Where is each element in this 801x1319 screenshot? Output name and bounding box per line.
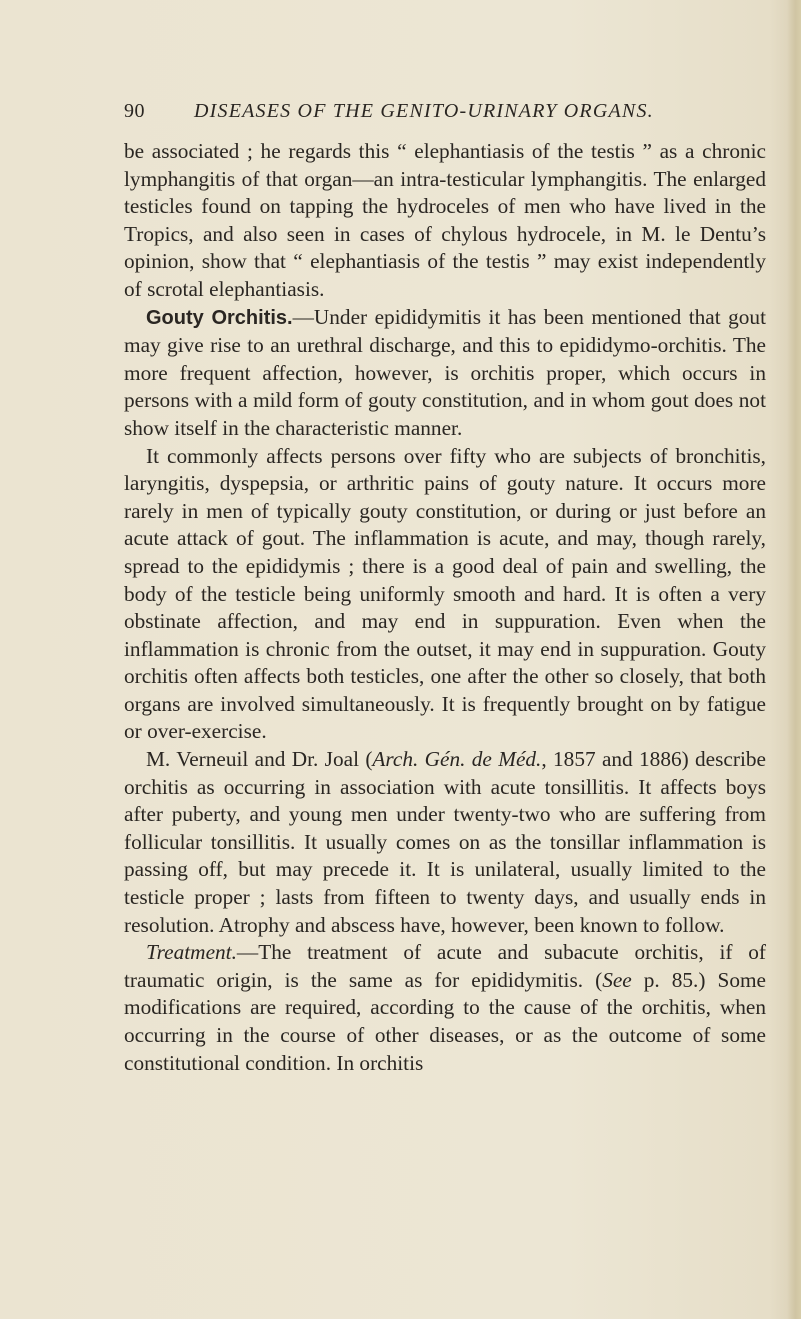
paragraph-4-text: , 1857 and 1886) describe orchitis as occurring in association with acute tonsillitis. It affects boys after puberty, and young men under twenty-two who are suffering from follicular tonsillitis. It usually comes on as the tonsillar inflammation is passing off, but may precede it. It is unilateral, usually limited to the testicle proper ; lasts from fifteen to twenty days, and usually ends in resolution. Atrophy and abscess have, however, been known to follow.: [124, 747, 766, 937]
running-title: DISEASES OF THE GENITO-URINARY ORGANS.: [194, 100, 654, 122]
paragraph-3: [124, 443, 766, 747]
page-edge-shadow: [787, 0, 801, 1319]
paragraph-2-text: —Under epididymitis it has been mentioned that gout may give rise to an urethral discharge, and this to epididymo-orchitis. The more frequent affection, however, is orchitis proper, which occurs in persons with a mild form of gouty constitution, and in whom gout does not show itself in the characteristic manner.: [124, 304, 766, 440]
paragraph-5-tail: p. 85.) Some modifications are required, according to the cause of the orchitis, when occurring in the course of other diseases, or as the outcome of some constitutional condition. In orchitis: [124, 967, 766, 1075]
section-heading-treatment: Treatment.: [146, 940, 237, 965]
body-text: [124, 138, 766, 1077]
paragraph-4-lead: M. Verneuil and Dr. Joal (: [146, 747, 373, 772]
journal-citation: Arch. Gén. de Méd.: [372, 747, 542, 772]
paragraph-5: [124, 939, 766, 1077]
paragraph-2: [124, 304, 766, 443]
paragraph-3-text: It commonly affects persons over fifty who are subjects of bronchitis, laryngitis, dyspepsia, or arthritic pains of gouty nature. It occurs more rarely in men of typically gouty constitution, or during or just before an acute attack of gout. The inflammation is acute, and may, though rarely, spread to the epididymis ; there is a good deal of pain and swelling, the body of the testicle being uniformly smooth and hard. It is often a very obstinate affection, and may end in suppuration. Even when the inflammation is chronic from the outset, it may end in suppuration. Gouty orchitis often affects both testicles, one after the other so closely, that both organs are involved simultaneously. It is frequently brought on by fatigue or over-exercise.: [124, 443, 766, 744]
page-number: 90: [124, 100, 145, 122]
paragraph-1: [124, 138, 766, 304]
paragraph-1-text: be associated ; he regards this “ elephantiasis of the testis ” as a chronic lymphangitis of that organ—an intra-testicular lymphangitis. The enlarged testicles found on tapping the hydroceles of men who have lived in the Tropics, and also seen in cases of chylous hydrocele, in M. le Dentu’s opinion, show that “ elephantiasis of the testis ” may exist independently of scrotal elephantiasis.: [124, 139, 766, 301]
paragraph-5-text: —The treatment of acute and subacute orchitis, if of traumatic origin, is the same as for epididymitis. (: [124, 940, 766, 992]
section-heading-gouty-orchitis: Gouty Orchitis.: [146, 306, 293, 329]
see-reference: See: [602, 967, 632, 992]
running-header: [124, 100, 764, 130]
paragraph-4: [124, 746, 766, 939]
